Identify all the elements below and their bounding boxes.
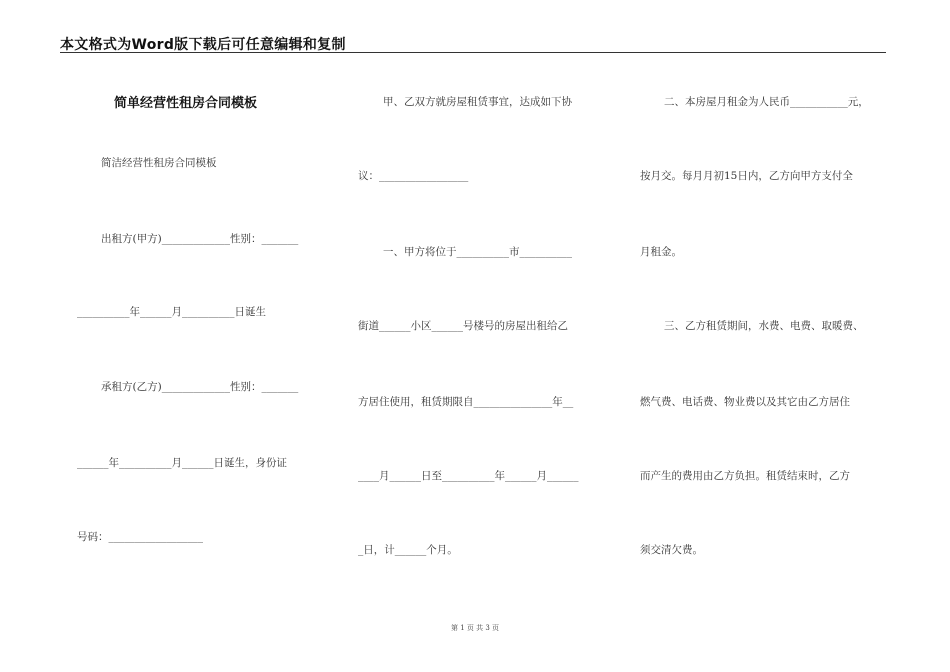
clause-3-end-line: 须交清欠费。	[640, 544, 703, 556]
header-divider	[60, 52, 886, 53]
clause-3-line: 三、乙方租赁期间，水费、电费、取暖费、	[664, 320, 864, 332]
clause-2-payment-line: 按月交。每月月初15日内，乙方向甲方支付全	[640, 170, 853, 182]
page-number: 第 1 页 共 3 页	[450, 624, 500, 632]
clause-1-term-line: 方居住使用，租赁期限自_______________年__	[358, 396, 574, 408]
clause-3-burden-line: 而产生的费用由乙方负担。租赁结束时，乙方	[640, 470, 850, 482]
document-header-title: 本文格式为Word版下载后可任意编辑和复制	[60, 37, 346, 53]
clause-1-date-line: ____月______日至__________年______月______	[358, 470, 579, 482]
agreement-intro-line: 甲、乙双方就房屋租赁事宜，达成如下协	[383, 96, 572, 108]
id-number-line: 号码：__________________	[77, 531, 203, 543]
clause-1-line: 一、甲方将位于__________市__________	[383, 246, 572, 258]
lessee-birth-line: ______年__________月______日诞生，身份证	[77, 457, 287, 469]
lessee-line: 承租方(乙方)_____________性别：_______	[101, 381, 299, 393]
lessor-line: 出租方(甲方)_____________性别：_______	[101, 233, 299, 245]
contract-title: 简单经营性租房合同模板	[114, 96, 258, 111]
lessor-birth-line: __________年______月__________日诞生	[77, 306, 266, 318]
clause-2-line: 二、本房屋月租金为人民币___________元，	[664, 96, 869, 108]
agreement-intro-cont: 议：_________________	[358, 170, 469, 182]
clause-1-address-line: 街道______小区______号楼号的房屋出租给乙	[358, 320, 568, 332]
clause-1-duration-line: _日，计______个月。	[358, 544, 458, 556]
clause-2-end-line: 月租金。	[640, 246, 682, 258]
clause-3-fees-line: 燃气费、电话费、物业费以及其它由乙方居住	[640, 396, 850, 408]
subtitle-line: 简洁经营性租房合同模板	[101, 157, 217, 169]
